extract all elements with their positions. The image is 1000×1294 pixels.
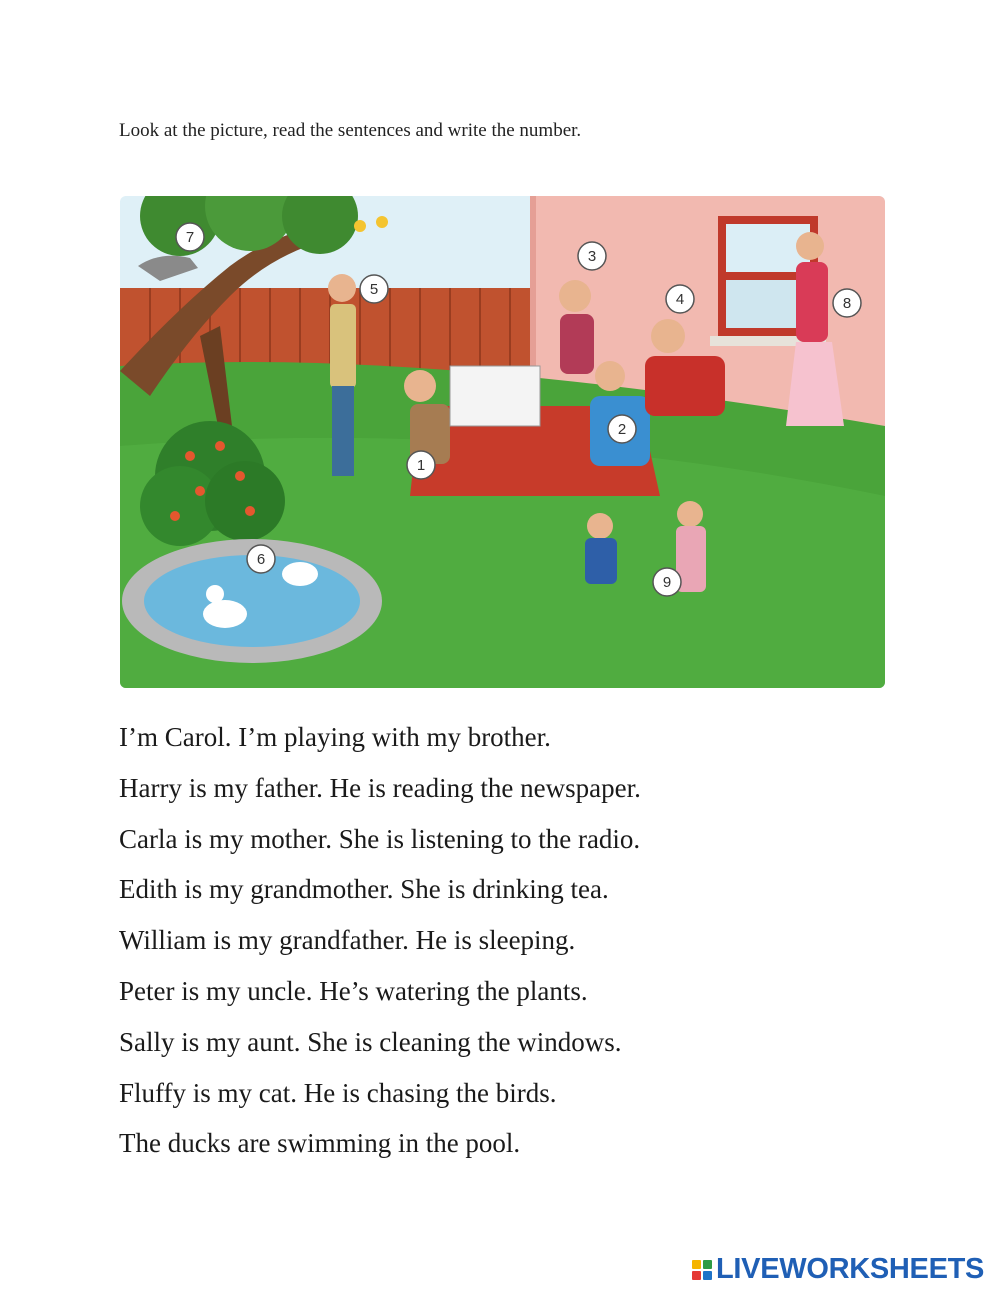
svg-text:9: 9 [662, 574, 672, 591]
sentence-carol: I’m Carol. I’m playing with my brother. [119, 722, 551, 752]
marker-9 [653, 568, 681, 596]
marker-8 [833, 289, 861, 317]
marker-4 [666, 285, 694, 313]
brand-mark-icon [692, 1260, 712, 1280]
brand-square-red [692, 1271, 701, 1280]
sentence-peter: Peter is my uncle. He’s watering the plants. [119, 975, 588, 1006]
svg-text:7: 7 [185, 229, 195, 246]
marker-1 [407, 451, 435, 479]
sentence-harry: Harry is my father. He is reading the newspaper. [119, 772, 641, 803]
svg-text:2: 2 [617, 421, 627, 438]
sentence-sally: Sally is my aunt. She is cleaning the windows. [119, 1026, 622, 1057]
brand-name: LIVEWORKSHEETS [716, 1253, 985, 1285]
marker-5 [360, 275, 388, 303]
liveworksheets-logo [692, 1253, 984, 1286]
sentence-fluffy: Fluffy is my cat. He is chasing the birds. [119, 1077, 557, 1108]
sentence-william: William is my grandfather. He is sleeping. [119, 925, 576, 956]
svg-text:6: 6 [256, 551, 266, 568]
svg-text:8: 8 [842, 295, 852, 312]
brand-square-blue [703, 1271, 712, 1280]
svg-text:1: 1 [416, 457, 426, 474]
family-garden-picture [120, 196, 885, 688]
sentence-edith: Edith is my grandmother. She is drinking tea. [119, 874, 609, 905]
svg-text:5: 5 [369, 281, 379, 298]
marker-7 [176, 223, 204, 251]
brand-square-yellow [692, 1260, 701, 1269]
marker-2 [608, 415, 636, 443]
sentence-list [119, 712, 641, 1169]
svg-text:4: 4 [675, 291, 685, 308]
marker-6 [247, 545, 275, 573]
sentence-carla: Carla is my mother. She is listening to the radio. [119, 823, 641, 854]
svg-text:3: 3 [587, 248, 597, 265]
marker-3 [578, 242, 606, 270]
brand-square-green [703, 1260, 712, 1269]
instruction-text: Look at the picture, read the sentences and write the number. [119, 120, 582, 141]
sentence-ducks: The ducks are swimming in the pool. [119, 1128, 521, 1159]
